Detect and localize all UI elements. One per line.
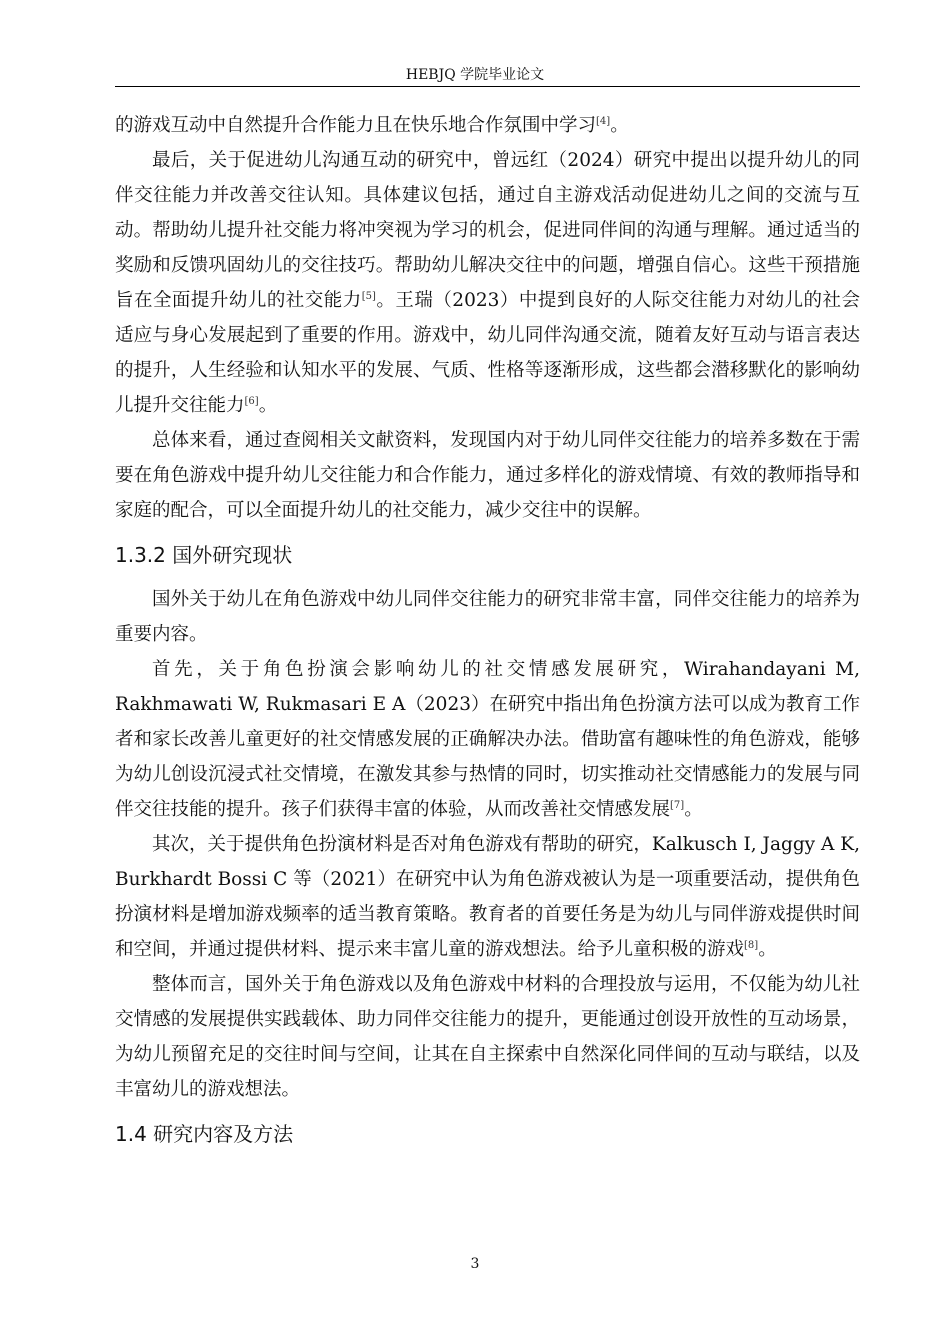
paragraph-text: 总体来看，通过查阅相关文献资料，发现国内对于幼儿同伴交往能力的培养多数在于需要在角色游戏中提升幼儿交往能力和合作能力，通过多样化的游戏情境、有效的教师指导和家庭的配合，可以全面提升幼儿的社交能力，减少交往中的误解。 — [115, 430, 860, 521]
citation-ref: [6] — [244, 395, 259, 407]
paragraph-domestic-communication — [115, 143, 860, 423]
citation-ref: [4] — [596, 115, 611, 127]
section-heading-1-4: 1.4 研究内容及方法 — [115, 1122, 294, 1146]
header-divider — [115, 86, 860, 87]
page-content — [115, 108, 860, 1161]
citation-ref: [5] — [361, 290, 376, 302]
paragraph-text: 其次，关于提供角色扮演材料是否对角色游戏有帮助的研究，Kalkusch I, Jaggy A K, Burkhardt Bossi C 等（2021）在研究中认为角色游戏被认为是一项重要活动，提供角色扮演材料是增加游戏频率的适当教育策略。教育者的首要任务是为幼儿与同伴游戏提供时间和空间，并通过提供材料、提示来丰富儿童的游戏想法。给予儿童积极的游戏 — [115, 834, 860, 960]
header-title: HEBJQ 学院毕业论文 — [405, 67, 545, 83]
page-number — [0, 1256, 950, 1272]
paragraph-continuation — [115, 108, 860, 143]
paragraph-text: 整体而言，国外关于角色游戏以及角色游戏中材料的合理投放与运用，不仅能为幼儿社交情感的发展提供实践载体、助力同伴交往能力的提升，更能通过创设开放性的互动场景，为幼儿预留充足的交往时间与空间，让其在自主探索中自然深化同伴间的互动与联结，以及丰富幼儿的游戏想法。 — [115, 974, 860, 1100]
paragraph-foreign-summary — [115, 967, 860, 1107]
paragraph-foreign-intro — [115, 582, 860, 652]
paragraph-text: 的游戏互动中自然提升合作能力且在快乐地合作氛围中学习 — [115, 115, 597, 136]
citation-ref: [7] — [670, 799, 685, 811]
paragraph-text: 。王瑞（2023）中提到良好的人际交往能力对幼儿的社会适应与身心发展起到了重要的作用。游戏中，幼儿同伴沟通交流，随着友好互动与语言表达的提升，人生经验和认知水平的发展、气质、性格等逐渐形成，这些都会潜移默化的影响幼儿提升交往能力 — [115, 290, 860, 416]
page-header — [0, 66, 950, 84]
paragraph-end: 。 — [684, 799, 703, 820]
citation-ref: [8] — [744, 939, 759, 951]
paragraph-end: 。 — [758, 939, 777, 960]
section-heading-1-3-2: 1.3.2 国外研究现状 — [115, 543, 293, 567]
paragraph-foreign-materials — [115, 827, 860, 967]
paragraph-domestic-summary — [115, 423, 860, 528]
paragraph-end: 。 — [258, 395, 278, 416]
paragraph-text: 国外关于幼儿在角色游戏中幼儿同伴交往能力的研究非常丰富，同伴交往能力的培养为重要内容。 — [115, 589, 860, 645]
paragraph-text: 首先，关于角色扮演会影响幼儿的社交情感发展研究，Wirahandayani M, Rakhmawati W, Rukmasari E A（2023）在研究中指出角色扮演方法可以成为教育工作者和家长改善儿童更好的社交情感发展的正确解决办法。借助富有趣味性的角色游戏，能够为幼儿创设沉浸式社交情境，在激发其参与热情的同时，切实推动社交情感能力的发展与同伴交往技能的提升。孩子们获得丰富的体验，从而改善社交情感发展 — [115, 659, 860, 820]
paragraph-end: 。 — [610, 115, 629, 136]
paragraph-text: 最后，关于促进幼儿沟通互动的研究中，曾远红（2024）研究中提出以提升幼儿的同伴交往能力并改善交往认知。具体建议包括，通过自主游戏活动促进幼儿之间的交流与互动。帮助幼儿提升社交能力将冲突视为学习的机会，促进同伴间的沟通与理解。通过适当的奖励和反馈巩固幼儿的交往技巧。帮助幼儿解决交往中的问题，增强自信心。这些干预措施旨在全面提升幼儿的社交能力 — [115, 150, 860, 311]
page-number-text: 3 — [470, 1256, 480, 1272]
paragraph-foreign-role-play — [115, 652, 860, 827]
